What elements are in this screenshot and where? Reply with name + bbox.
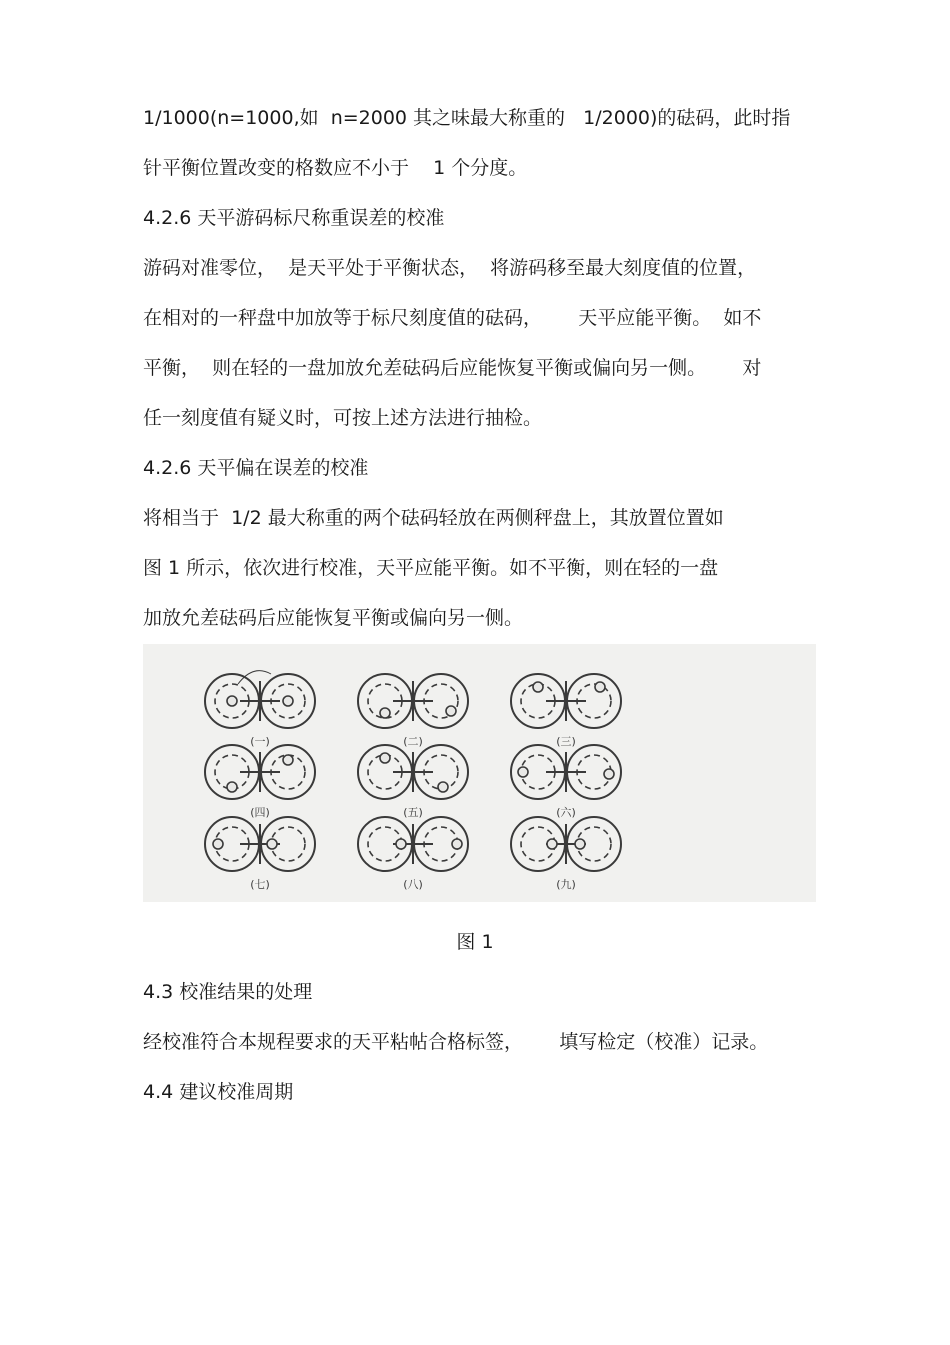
- panel-label: (三): [556, 735, 576, 748]
- para-line-8: 图 1 所示，依次进行校准，天平应能平衡。如不平衡，则在轻的一盘: [143, 557, 719, 579]
- section-heading-4-4: 4.4 建议校准周期: [143, 1081, 294, 1103]
- panel-label: (二): [403, 735, 423, 748]
- para-line-5: 平衡， 则在轻的一盘加放允差砝码后应能恢复平衡或偏向另一侧。 对: [143, 357, 762, 379]
- para-line-2: 针平衡位置改变的格数应不小于 1 个分度。: [143, 157, 528, 179]
- weight-mark: [595, 682, 605, 692]
- figure-caption: 图 1: [456, 931, 494, 953]
- panel-label: (七): [250, 878, 270, 891]
- weight-mark: [533, 682, 543, 692]
- para-line-7: 将相当于 1/2 最大称重的两个砝码轻放在两侧秤盘上，其放置位置如: [143, 507, 724, 529]
- weight-mark: [547, 839, 557, 849]
- para-line-10: 经校准符合本规程要求的天平粘帖合格标签， 填写检定（校准）记录。: [143, 1031, 769, 1053]
- figure-1-balance-diagram: [143, 644, 816, 902]
- section-heading-4-3: 4.3 校准结果的处理: [143, 981, 313, 1003]
- panel-label: (五): [403, 806, 423, 819]
- weight-mark: [380, 753, 390, 763]
- panel-label: (一): [250, 735, 270, 748]
- weight-mark: [518, 767, 528, 777]
- section-heading-4-2-6-a: 4.2.6 天平游码标尺称重误差的校准: [143, 207, 445, 229]
- weight-mark: [213, 839, 223, 849]
- para-line-6: 任一刻度值有疑义时，可按上述方法进行抽检。: [143, 407, 543, 429]
- balance-pan-diagrams: [143, 644, 816, 902]
- para-line-4: 在相对的一秤盘中加放等于标尺刻度值的砝码， 天平应能平衡。 如不: [143, 307, 762, 329]
- weight-mark: [604, 769, 614, 779]
- section-heading-4-2-6-b: 4.2.6 天平偏在误差的校准: [143, 457, 369, 479]
- weight-mark: [267, 839, 277, 849]
- weight-mark: [452, 839, 462, 849]
- weight-mark: [380, 708, 390, 718]
- panel-label: (六): [556, 806, 576, 819]
- para-line-3: 游码对准零位， 是天平处于平衡状态， 将游码移至最大刻度值的位置，: [143, 257, 757, 279]
- weight-mark: [283, 755, 293, 765]
- weight-mark: [283, 696, 293, 706]
- panel-label: (八): [403, 878, 423, 891]
- weight-mark: [396, 839, 406, 849]
- panel-label: (四): [250, 806, 270, 819]
- weight-mark: [575, 839, 585, 849]
- para-line-9: 加放允差砝码后应能恢复平衡或偏向另一侧。: [143, 607, 524, 629]
- weight-mark: [227, 782, 237, 792]
- weight-mark: [438, 782, 448, 792]
- panel-label: (九): [556, 878, 576, 891]
- weight-mark: [227, 696, 237, 706]
- para-line-1: 1/1000(n=1000,如 n=2000 其之味最大称重的 1/2000)的砝码，此时指: [143, 107, 791, 129]
- weight-mark: [446, 706, 456, 716]
